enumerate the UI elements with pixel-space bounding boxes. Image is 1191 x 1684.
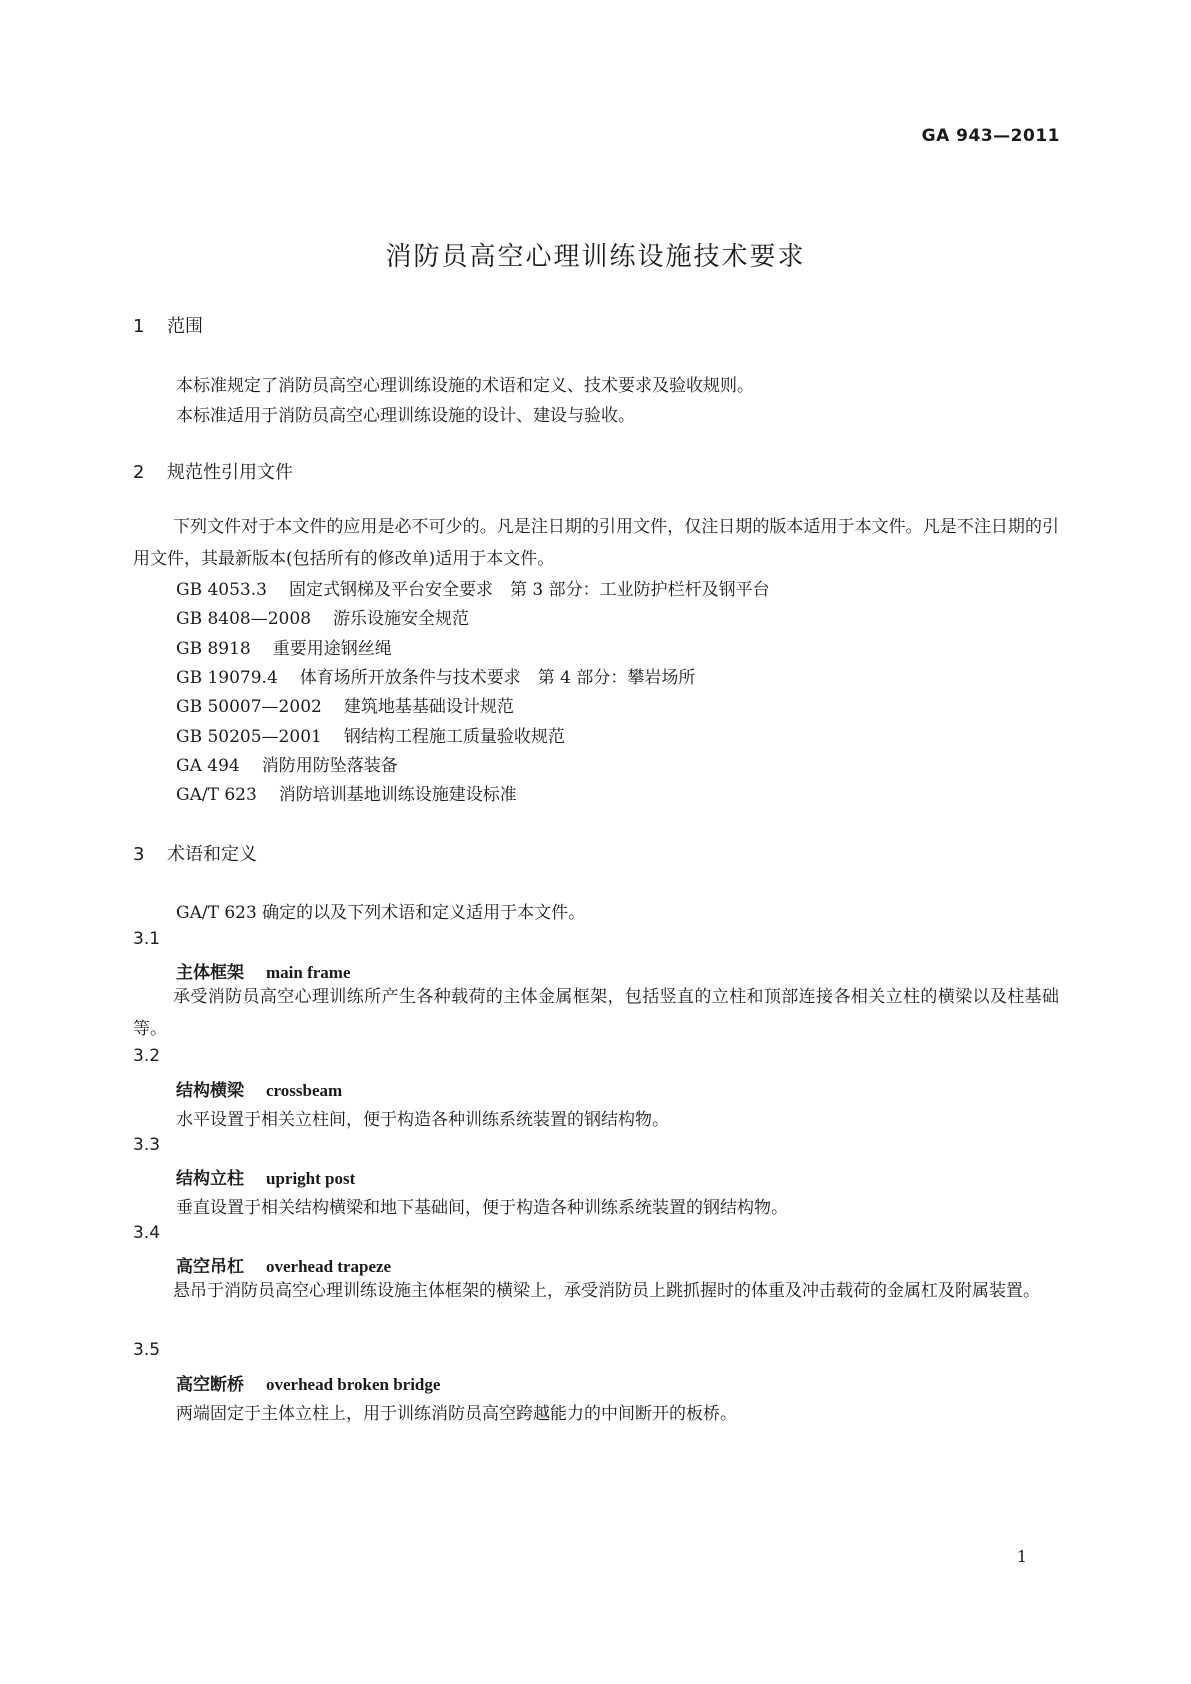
term-en: main frame bbox=[266, 963, 351, 982]
reference-item bbox=[176, 780, 517, 805]
term-entry bbox=[176, 1076, 342, 1101]
term-definition: 承受消防员高空心理训练所产生各种载荷的主体金属框架，包括竖直的立柱和顶部连接各相关立柱的横梁以及柱基础等。 bbox=[133, 987, 1059, 1039]
term-definition: 两端固定于主体立柱上，用于训练消防员高空跨越能力的中间断开的板桥。 bbox=[176, 1404, 737, 1424]
section-heading-normative-references bbox=[133, 458, 293, 484]
reference-code: GB 50007—2002 bbox=[176, 697, 322, 717]
paragraph: 本标准适用于消防员高空心理训练设施的设计、建设与验收。 bbox=[176, 406, 635, 426]
term-entry bbox=[176, 1370, 440, 1395]
reference-code: GB 4053.3 bbox=[176, 580, 267, 600]
term-en: crossbeam bbox=[266, 1081, 343, 1100]
term-entry bbox=[176, 958, 351, 983]
term-en: overhead trapeze bbox=[266, 1257, 392, 1276]
reference-code: GA/T 623 bbox=[176, 785, 257, 805]
reference-code: GB 19079.4 bbox=[176, 668, 278, 688]
section-heading-scope bbox=[133, 312, 203, 338]
reference-title: 建筑地基基础设计规范 bbox=[343, 697, 514, 717]
document-title: 消防员高空心理训练设施技术要求 bbox=[385, 242, 806, 272]
section-number: 1 bbox=[133, 316, 145, 337]
term-definition: 水平设置于相关立柱间，便于构造各种训练系统装置的钢结构物。 bbox=[176, 1110, 669, 1130]
term-zh: 结构立柱 bbox=[176, 1169, 244, 1189]
term-en: overhead broken bridge bbox=[266, 1375, 441, 1394]
term-entry bbox=[176, 1252, 391, 1277]
reference-title: 消防培训基地训练设施建设标准 bbox=[278, 785, 517, 805]
term-entry bbox=[176, 1164, 355, 1189]
term-zh: 主体框架 bbox=[176, 963, 244, 983]
reference-code: GB 8918 bbox=[176, 639, 251, 659]
reference-title: 固定式钢梯及平台安全要求 第 3 部分：工业防护栏杆及钢平台 bbox=[288, 580, 770, 600]
reference-code: GB 50205—2001 bbox=[176, 727, 322, 747]
reference-title: 游乐设施安全规范 bbox=[333, 609, 470, 629]
term-number: 3.3 bbox=[133, 1135, 161, 1155]
term-number: 3.5 bbox=[133, 1340, 161, 1360]
section-number: 3 bbox=[133, 844, 145, 865]
reference-item bbox=[176, 663, 695, 688]
section-title: 术语和定义 bbox=[167, 844, 257, 865]
reference-item bbox=[176, 722, 565, 747]
section-heading-terms-definitions bbox=[133, 840, 257, 866]
page-number: 1 bbox=[1016, 1547, 1027, 1566]
term-zh: 结构横梁 bbox=[176, 1081, 244, 1101]
term-zh: 高空断桥 bbox=[176, 1375, 244, 1395]
reference-title: 钢结构工程施工质量验收规范 bbox=[343, 727, 565, 747]
paragraph: GA/T 623 确定的以及下列术语和定义适用于本文件。 bbox=[176, 903, 586, 923]
reference-title: 体育场所开放条件与技术要求 第 4 部分：攀岩场所 bbox=[299, 668, 696, 688]
reference-title: 重要用途钢丝绳 bbox=[272, 639, 392, 659]
section-title: 范围 bbox=[167, 316, 203, 337]
reference-code: GA 494 bbox=[176, 756, 240, 776]
reference-item bbox=[176, 604, 469, 629]
term-en: upright post bbox=[266, 1169, 356, 1188]
reference-item bbox=[176, 751, 398, 776]
term-number: 3.2 bbox=[133, 1046, 161, 1066]
paragraph: 下列文件对于本文件的应用是必不可少的。凡是注日期的引用文件，仅注日期的版本适用于本文件。凡是不注日期的引用文件，其最新版本(包括所有的修改单)适用于本文件。 bbox=[133, 517, 1059, 569]
standard-code: GA 943—2011 bbox=[921, 126, 1060, 146]
term-definition: 悬吊于消防员高空心理训练设施主体框架的横梁上，承受消防员上跳抓握时的体重及冲击载荷的金属杠及附属装置。 bbox=[173, 1281, 1040, 1301]
reference-item bbox=[176, 575, 770, 600]
reference-title: 消防用防坠落装备 bbox=[261, 756, 398, 776]
section-title: 规范性引用文件 bbox=[167, 462, 293, 483]
term-definition: 垂直设置于相关结构横梁和地下基础间，便于构造各种训练系统装置的钢结构物。 bbox=[176, 1198, 788, 1218]
paragraph: 本标准规定了消防员高空心理训练设施的术语和定义、技术要求及验收规则。 bbox=[176, 376, 754, 396]
reference-item bbox=[176, 692, 514, 717]
term-zh: 高空吊杠 bbox=[176, 1257, 244, 1277]
reference-item bbox=[176, 634, 392, 659]
section-number: 2 bbox=[133, 462, 145, 483]
term-number: 3.4 bbox=[133, 1223, 161, 1243]
term-number: 3.1 bbox=[133, 929, 161, 949]
reference-code: GB 8408—2008 bbox=[176, 609, 312, 629]
